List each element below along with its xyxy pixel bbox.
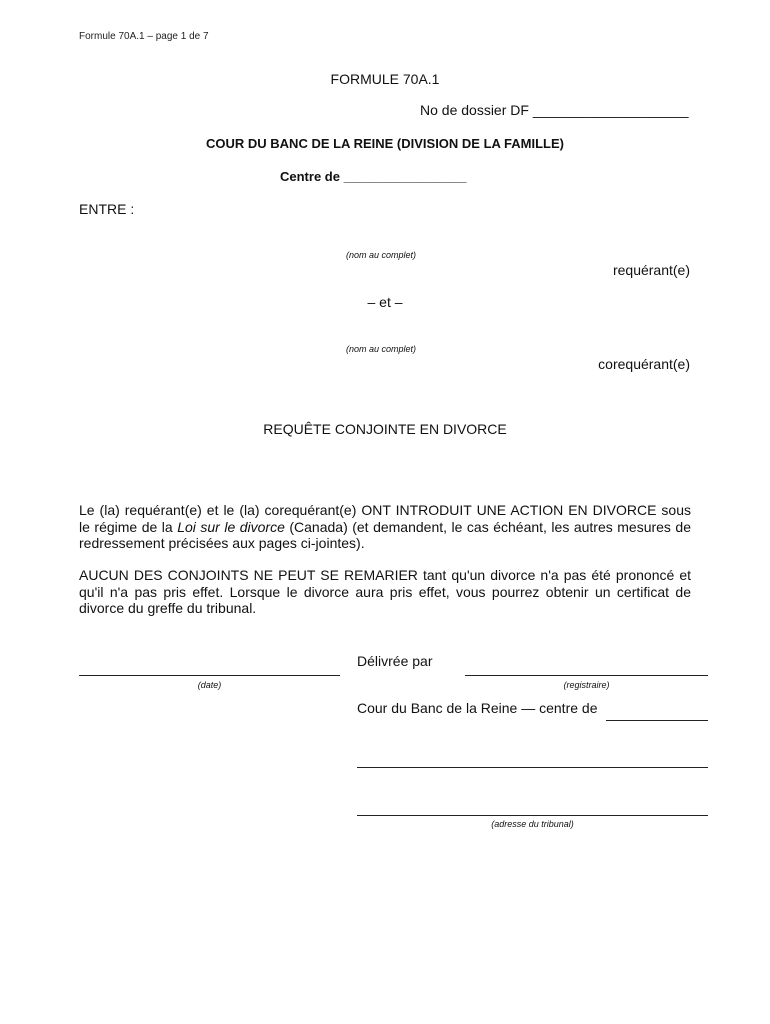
date-caption: (date) (197, 680, 222, 690)
centre-field: Centre de _________________ (280, 169, 467, 184)
remarriage-notice: AUCUN DES CONJOINTS NE PEUT SE REMARIER tant qu'un divorce n'a pas été prononcé et qu'il n'a pas pris effet. Lorsque le divorce aura pris effet, vous pourrez obtenir un certificat de divorce du greffe du tribunal. (79, 567, 691, 616)
document-title: REQUÊTE CONJOINTE EN DIVORCE (263, 421, 507, 437)
address-line-2 (357, 815, 708, 816)
divorce-act-title: Loi sur le divorce (177, 518, 285, 535)
address-line-1 (357, 767, 708, 768)
co-applicant-name-caption: (nom au complet) (346, 344, 417, 354)
file-number: No de dossier DF ____________________ (420, 102, 689, 118)
court-name: COUR DU BANC DE LA REINE (DIVISION DE LA FAMILLE) (206, 136, 564, 151)
court-centre-line (606, 720, 708, 721)
divorce-statement-start: Le (la) requérant(e) et le (la) corequérant(e) ONT INTRODUIT UNE ACTION EN DIVORCE sous le régime de la (79, 502, 691, 535)
registrar-line (465, 675, 708, 676)
address-caption: (adresse du tribunal) (491, 819, 574, 829)
between-label: ENTRE : (79, 201, 135, 217)
and-separator: – et – (367, 294, 403, 310)
divorce-statement (79, 502, 691, 552)
applicant-role: requérant(e) (612, 262, 690, 278)
applicant-name-caption: (nom au complet) (346, 250, 417, 260)
registrar-caption: (registraire) (563, 680, 610, 690)
issued-by-label: Délivrée par (357, 653, 433, 669)
court-centre-label: Cour du Banc de la Reine — centre de (357, 700, 598, 716)
page-header: Formule 70A.1 – page 1 de 7 (79, 31, 209, 42)
divorce-statement-end: (Canada) (et demandent, le cas échéant, les autres mesures de redressement précisées aux pages ci-jointes). (79, 518, 692, 551)
form-title: FORMULE 70A.1 (330, 71, 440, 87)
co-applicant-role: corequérant(e) (598, 356, 690, 372)
date-line (79, 675, 340, 676)
